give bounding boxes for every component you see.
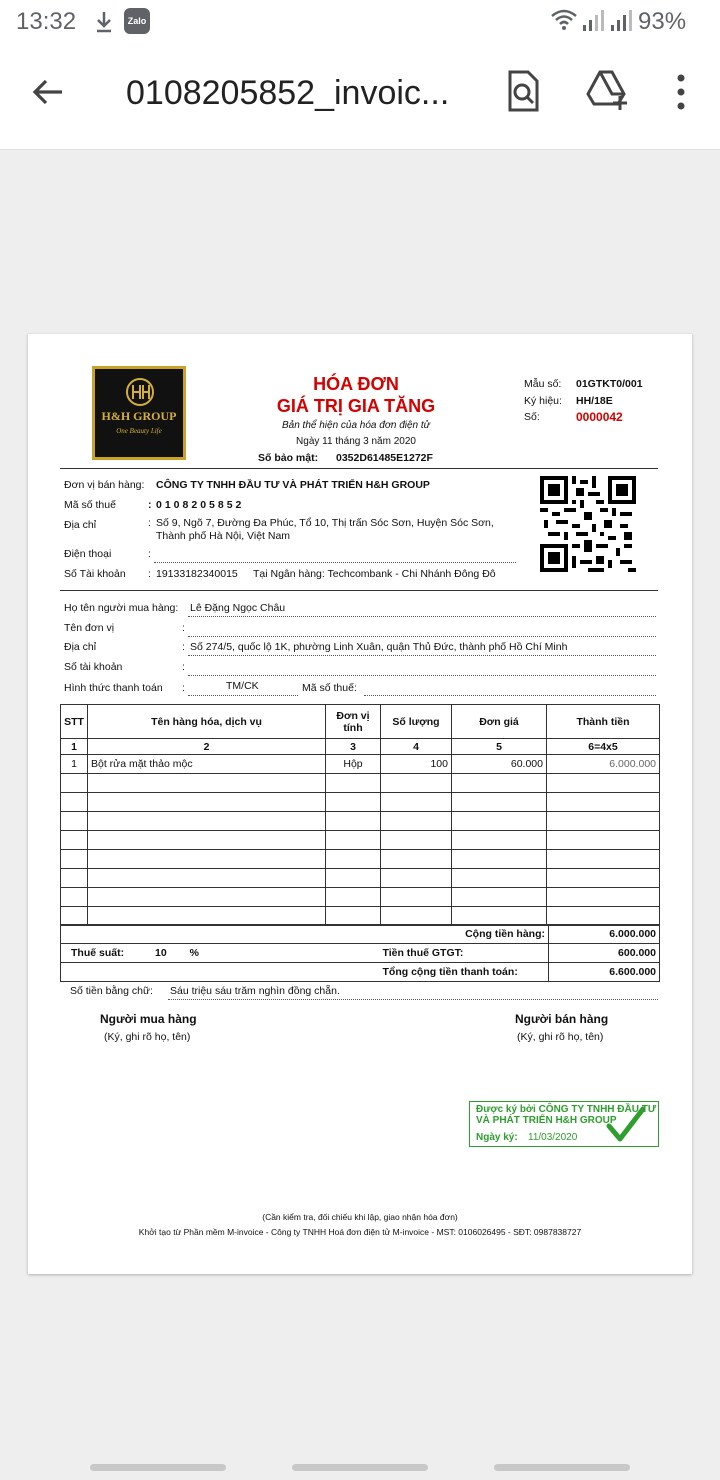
dots bbox=[364, 695, 656, 696]
table-row bbox=[61, 755, 660, 774]
col-unit: Đơn vị tính bbox=[326, 705, 381, 739]
colon: : bbox=[148, 517, 151, 529]
signal-icon-2 bbox=[610, 10, 632, 32]
col-qty: Số lượng bbox=[381, 705, 452, 739]
back-arrow-icon[interactable] bbox=[30, 74, 66, 110]
security-code: 0352D61485E1272F bbox=[336, 452, 433, 464]
subtotal-row bbox=[61, 925, 660, 944]
dots bbox=[188, 616, 656, 617]
colon: : bbox=[148, 499, 152, 511]
row-price: 60.000 bbox=[452, 755, 547, 774]
total-row bbox=[61, 963, 660, 982]
invoice-subtitle: Bản thể hiện của hóa đơn điện tử bbox=[281, 420, 431, 431]
seller-sign-title: Người bán hàng bbox=[515, 1012, 609, 1026]
nav-handle-center[interactable] bbox=[292, 1464, 428, 1471]
signal-icon bbox=[582, 10, 604, 32]
seller-address-2: Thành phố Hà Nội, Việt Nam bbox=[156, 530, 291, 542]
signature-date: 11/03/2020 bbox=[528, 1132, 578, 1143]
qr-code bbox=[540, 476, 636, 572]
seller-account: 19133182340015 bbox=[156, 568, 238, 580]
divider bbox=[60, 468, 658, 469]
col-number: 6=4x5 bbox=[547, 739, 660, 755]
app-bar bbox=[0, 44, 720, 150]
empty-row bbox=[61, 850, 660, 869]
form-no: 01GTKT0/001 bbox=[576, 378, 643, 390]
totals-table bbox=[60, 924, 660, 982]
colon: : bbox=[182, 682, 185, 694]
buyer-tax-label: Mã số thuế: bbox=[302, 682, 357, 694]
dots bbox=[168, 999, 658, 1000]
checkmark-icon bbox=[606, 1106, 646, 1144]
dots bbox=[188, 695, 298, 696]
items-table bbox=[60, 704, 660, 926]
document-title: 0108205852_invoic... bbox=[126, 74, 450, 112]
seller-address-1: Số 9, Ngõ 7, Đường Đa Phúc, Tổ 10, Thị trấn Sóc Sơn, Huyện Sóc Sơn, bbox=[156, 517, 494, 529]
percent-sign: % bbox=[189, 947, 199, 959]
empty-row bbox=[61, 812, 660, 831]
subtotal-value: 6.000.000 bbox=[549, 925, 660, 944]
col-number: 2 bbox=[88, 739, 326, 755]
empty-row bbox=[61, 774, 660, 793]
col-price: Đơn giá bbox=[452, 705, 547, 739]
battery-level: 93% bbox=[638, 8, 687, 35]
in-words: Sáu triệu sáu trăm nghìn đồng chẵn. bbox=[170, 985, 340, 997]
empty-row bbox=[61, 888, 660, 907]
in-words-label: Số tiền bằng chữ: bbox=[70, 985, 153, 997]
row-amount: 6.000.000 bbox=[547, 755, 660, 774]
buyer-address: Số 274/5, quốc lộ 1K, phường Linh Xuân, quận Thủ Đức, thành phố Hồ Chí Minh bbox=[190, 641, 568, 653]
zalo-icon: Zalo bbox=[124, 8, 150, 34]
tax-rate: 10 bbox=[155, 947, 167, 959]
signature-line-1: Được ký bởi CÔNG TY TNHH ĐẦU TƯ bbox=[476, 1104, 657, 1115]
empty-row bbox=[61, 831, 660, 850]
row-stt: 1 bbox=[61, 755, 88, 774]
logo-tagline: One Beauty Life bbox=[116, 427, 162, 435]
series-label: Ký hiệu: bbox=[524, 395, 562, 407]
total-label: Tổng cộng tiền thanh toán: bbox=[311, 963, 549, 982]
seller-unit: CÔNG TY TNHH ĐẦU TƯ VÀ PHÁT TRIỂN H&H GROUP bbox=[156, 479, 430, 491]
buyer-sign-title: Người mua hàng bbox=[100, 1012, 197, 1026]
empty-row bbox=[61, 869, 660, 888]
col-name: Tên hàng hóa, dịch vụ bbox=[88, 705, 326, 739]
form-no-label: Mẫu số: bbox=[524, 378, 562, 390]
table-header-row bbox=[61, 705, 660, 739]
series: HH/18E bbox=[576, 395, 613, 407]
seller-address-label: Địa chỉ bbox=[64, 519, 97, 531]
invoice-page bbox=[28, 334, 692, 1274]
col-stt: STT bbox=[61, 705, 88, 739]
buyer-address-label: Địa chỉ bbox=[64, 641, 97, 653]
footer-note: (Cần kiểm tra, đối chiếu khi lập, giao nhận hóa đơn) bbox=[262, 1212, 458, 1222]
invoice-number: 0000042 bbox=[576, 410, 623, 424]
subtotal-label: Cộng tiền hàng: bbox=[311, 925, 549, 944]
buyer-name: Lê Đặng Ngọc Châu bbox=[190, 602, 286, 614]
number-label: Số: bbox=[524, 411, 540, 423]
seller-tax-label: Mã số thuế bbox=[64, 499, 116, 511]
search-in-document-icon[interactable] bbox=[506, 70, 540, 112]
more-options-icon[interactable] bbox=[670, 72, 692, 112]
colon: : bbox=[182, 661, 185, 673]
seller-account-label: Số Tài khoản bbox=[64, 568, 126, 580]
status-bar bbox=[0, 0, 720, 44]
empty-row bbox=[61, 793, 660, 812]
download-icon bbox=[94, 10, 114, 34]
col-number: 3 bbox=[326, 739, 381, 755]
buyer-name-label: Họ tên người mua hàng: bbox=[64, 602, 179, 614]
signature-line-2: VÀ PHÁT TRIỂN H&H GROUP bbox=[476, 1115, 617, 1126]
signature-date-label: Ngày ký: bbox=[476, 1132, 518, 1143]
wifi-icon bbox=[550, 8, 578, 32]
buyer-sign-note: (Ký, ghi rõ họ, tên) bbox=[104, 1031, 191, 1043]
seller-sign-note: (Ký, ghi rõ họ, tên) bbox=[517, 1031, 604, 1043]
invoice-title-1: HÓA ĐƠN bbox=[313, 374, 399, 394]
row-name: Bột rửa mặt thảo mộc bbox=[88, 755, 326, 774]
footer-software: Khởi tạo từ Phần mềm M-invoice - Công ty TNHH Hoá đơn điện tử M-invoice - MST: 0106026495 - SĐT: 0987838727 bbox=[138, 1227, 582, 1237]
nav-handle-right[interactable] bbox=[494, 1464, 630, 1471]
security-label: Số bảo mật: bbox=[258, 452, 319, 464]
row-qty: 100 bbox=[381, 755, 452, 774]
seller-bank: Tại Ngân hàng: Techcombank - Chi Nhánh Đông Đô bbox=[253, 568, 496, 580]
col-number: 5 bbox=[452, 739, 547, 755]
tax-rate-label: Thuế suất: bbox=[71, 947, 125, 959]
colon: : bbox=[182, 622, 185, 634]
payment-method: TM/CK bbox=[226, 680, 259, 692]
seller-tax-code: 0108205852 bbox=[156, 499, 245, 511]
logo-emblem-icon bbox=[123, 377, 157, 407]
logo-brand: H&H GROUP bbox=[101, 409, 177, 423]
vat-value: 600.000 bbox=[549, 944, 660, 963]
col-amount: Thành tiền bbox=[547, 705, 660, 739]
column-number-row bbox=[61, 739, 660, 755]
colon: : bbox=[148, 548, 151, 560]
empty-row bbox=[61, 907, 660, 926]
invoice-title-2: GIÁ TRỊ GIA TĂNG bbox=[276, 396, 436, 416]
dots bbox=[188, 675, 656, 676]
buyer-account-label: Số tài khoản bbox=[64, 661, 123, 673]
invoice-date: Ngày 11 tháng 3 năm 2020 bbox=[296, 436, 416, 447]
payment-label: Hình thức thanh toán bbox=[64, 682, 163, 694]
nav-handle-left[interactable] bbox=[90, 1464, 226, 1471]
vat-label: Tiền thuế GTGT: bbox=[311, 944, 549, 963]
add-to-drive-icon[interactable] bbox=[586, 70, 628, 110]
colon: : bbox=[148, 568, 151, 580]
col-number: 4 bbox=[381, 739, 452, 755]
digital-signature-stamp bbox=[469, 1101, 659, 1147]
dots bbox=[188, 655, 656, 656]
divider bbox=[60, 590, 658, 591]
row-unit: Hộp bbox=[326, 755, 381, 774]
seller-unit-label: Đơn vị bán hàng: bbox=[64, 479, 145, 491]
vat-row bbox=[61, 944, 660, 963]
total-value: 6.600.000 bbox=[549, 963, 660, 982]
company-logo bbox=[92, 366, 186, 460]
status-time: 13:32 bbox=[16, 8, 77, 35]
buyer-unit-label: Tên đơn vị bbox=[64, 622, 115, 634]
colon: : bbox=[182, 641, 185, 653]
system-nav-bar bbox=[0, 1452, 720, 1480]
phone-dots bbox=[154, 562, 516, 563]
col-number: 1 bbox=[61, 739, 88, 755]
dots bbox=[188, 636, 656, 637]
seller-phone-label: Điện thoại bbox=[64, 548, 112, 560]
